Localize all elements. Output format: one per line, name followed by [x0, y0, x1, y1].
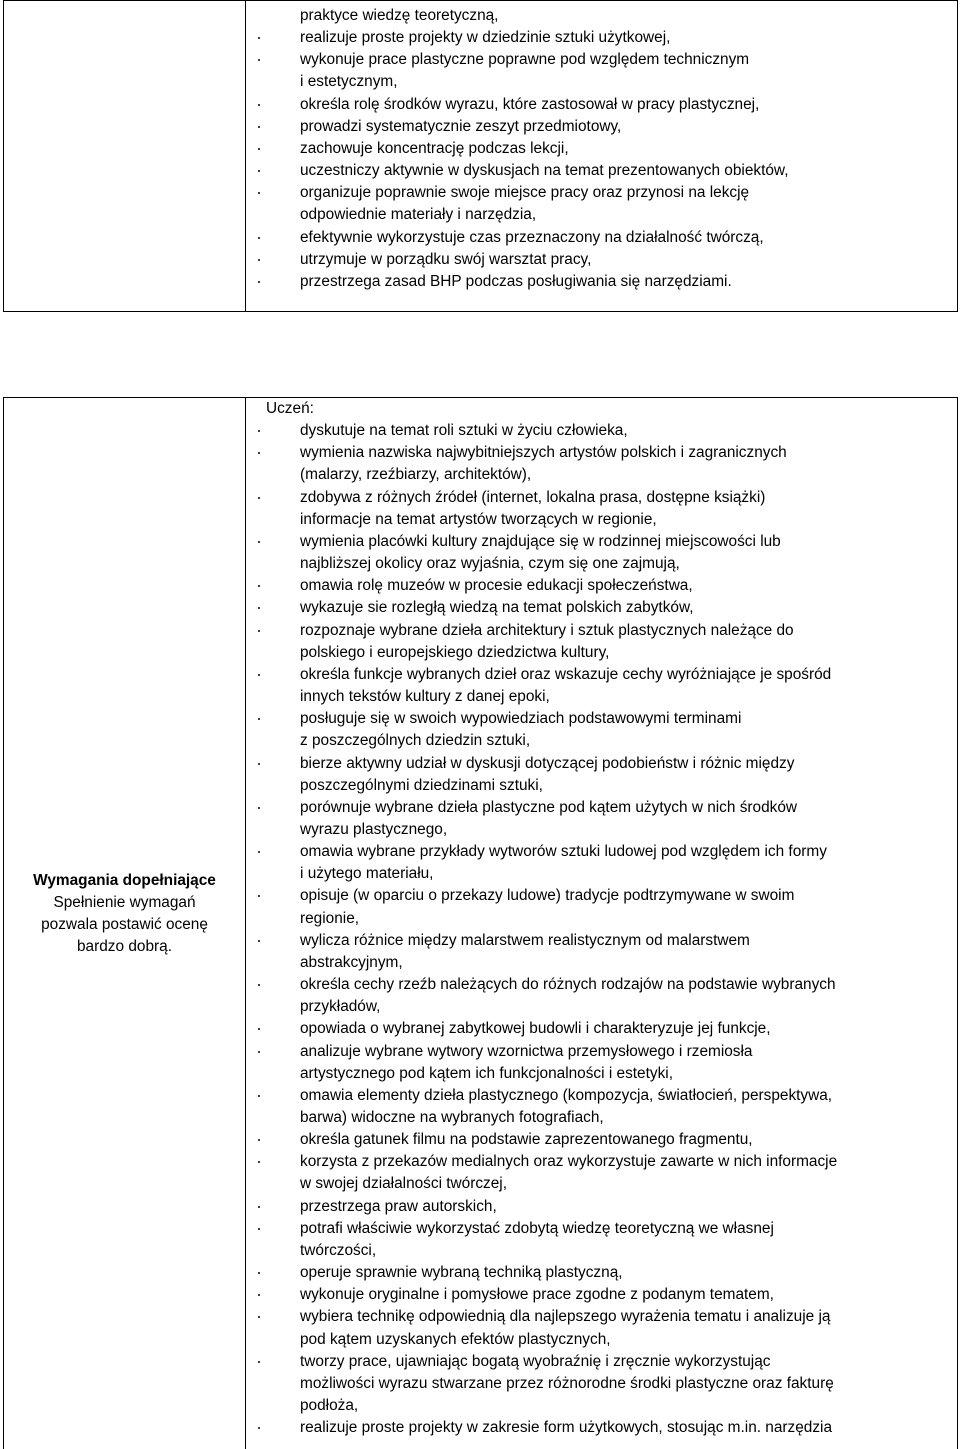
list-item-text: określa funkcje wybranych dzieł oraz wskazuje cechy wyróżniające je spośród	[300, 665, 832, 683]
list-item-text: omawia rolę muzeów w procesie edukacji społeczeństwa,	[300, 577, 693, 595]
list-item	[258, 227, 953, 249]
list-item	[258, 885, 953, 907]
bullet-icon	[258, 497, 260, 499]
list-item-text: przestrzega zasad BHP podczas posługiwania się narzędziami.	[300, 272, 732, 290]
list-item-continuation	[258, 1373, 953, 1395]
list-item-text: dyskutuje na temat roli sztuki w życiu człowieka,	[300, 422, 628, 440]
list-item-text: i estetycznym,	[300, 73, 398, 91]
list-item-text: polskiego i europejskiego dziedzictwa kultury,	[300, 643, 610, 661]
list-item	[258, 708, 953, 730]
bullet-icon	[258, 763, 260, 765]
list-item	[258, 160, 953, 182]
list-item-text: regionie,	[300, 909, 360, 927]
list-item-text: wykonuje prace plastyczne poprawne pod względem technicznym	[300, 51, 750, 69]
list-item-continuation	[258, 1107, 953, 1129]
list-item-text: wylicza różnice między malarstwem realistycznym od malarstwem	[300, 931, 750, 949]
bullet-icon	[258, 585, 260, 587]
bullet-icon	[258, 452, 260, 454]
list-item-continuation	[258, 1173, 953, 1195]
grade-description-line: bardzo dobrą.	[77, 938, 172, 955]
list-item-text: określa gatunek filmu na podstawie zaprezentowanego fragmentu,	[300, 1131, 753, 1149]
list-item	[258, 1417, 953, 1439]
grade-description	[4, 870, 245, 958]
list-item-text: tworzy prace, ujawniając bogatą wyobraźnię i zręcznie wykorzystując	[300, 1352, 771, 1370]
list-item-text: przykładów,	[300, 998, 381, 1016]
list-item	[258, 930, 953, 952]
grade-description-line: pozwala postawić ocenę	[41, 916, 208, 933]
list-item-text: omawia elementy dzieła plastycznego (kompozycja, światłocień, perspektywa,	[300, 1086, 833, 1104]
list-item-text: wymienia nazwiska najwybitniejszych artystów polskich i zagranicznych	[300, 444, 787, 462]
list-item-text: efektywnie wykorzystuje czas przeznaczony na działalność twórczą,	[300, 228, 764, 246]
bullet-icon	[258, 104, 260, 106]
list-item-text: wymienia placówki kultury znajdujące się w rodzinnej miejscowości lub	[300, 532, 781, 550]
list-item-text: w swojej działalności twórczej,	[300, 1175, 507, 1193]
requirements-table-bottom	[3, 397, 958, 1449]
list-item	[258, 753, 953, 775]
list-item-text: odpowiednie materiały i narzędzia,	[300, 206, 537, 224]
list-item	[258, 49, 953, 71]
bullet-icon	[258, 37, 260, 39]
bullet-icon	[258, 1139, 260, 1141]
list-item-text: organizuje poprawnie swoje miejsce pracy oraz przynosi na lekcję	[300, 184, 750, 202]
requirements-list-top	[246, 1, 957, 311]
list-item	[258, 974, 953, 996]
bullet-icon	[258, 430, 260, 432]
list-item-text: wykonuje oryginalne i pomysłowe prace zgodne z podanym tematem,	[300, 1286, 774, 1304]
bullet-icon	[258, 851, 260, 853]
list-item-continuation	[258, 952, 953, 974]
bullet-icon	[258, 674, 260, 676]
bullet-icon	[258, 148, 260, 150]
bullet-icon	[258, 59, 260, 61]
list-item-continuation	[258, 775, 953, 797]
list-item-text: opowiada o wybranej zabytkowej budowli i charakteryzuje jej funkcje,	[300, 1020, 771, 1038]
list-item-continuation	[258, 509, 953, 531]
bullet-icon	[258, 192, 260, 194]
bullet-icon	[258, 895, 260, 897]
student-intro: Uczeń:	[266, 400, 314, 417]
list-item-continuation	[258, 553, 953, 575]
list-item	[258, 575, 953, 597]
list-item-text: z poszczególnych dziedzin sztuki,	[300, 732, 531, 750]
list-item-text: realizuje proste projekty w zakresie form użytkowych, stosując m.in. narzędzia	[300, 1419, 833, 1437]
list-item-text: i użytego materiału,	[300, 865, 434, 883]
list-item	[258, 664, 953, 686]
list-item	[258, 1041, 953, 1063]
list-item-text: potrafi właściwie wykorzystać zdobytą wiedzę teoretyczną we własnej	[300, 1219, 774, 1237]
requirements-list-bottom	[246, 398, 957, 1449]
list-item-text: analizuje wybrane wytwory wzornictwa przemysłowego i rzemiosła	[300, 1042, 753, 1060]
list-item-text: wyrazu plastycznego,	[300, 820, 448, 838]
list-item	[258, 1129, 953, 1151]
list-item	[258, 1151, 953, 1173]
list-item-text: podłoża,	[300, 1397, 359, 1415]
list-item	[258, 1018, 953, 1040]
list-item-text: posługuje się w swoich wypowiedziach podstawowymi terminami	[300, 710, 742, 728]
requirements-table-top	[3, 0, 958, 312]
grade-description-line: Spełnienie wymagań	[53, 894, 196, 911]
list-item-continuation	[258, 819, 953, 841]
list-item-continuation	[258, 71, 953, 93]
bullet-icon	[258, 807, 260, 809]
list-item-continuation	[258, 686, 953, 708]
list-item-text: uczestniczy aktywnie w dyskusjach na temat prezentowanych obiektów,	[300, 162, 789, 180]
list-item-text: określa cechy rzeźb należących do różnych rodzajów na podstawie wybranych	[300, 976, 836, 994]
bullet-icon	[258, 237, 260, 239]
list-item-text: prowadzi systematycznie zeszyt przedmiotowy,	[300, 117, 622, 135]
grade-cell-empty	[4, 1, 246, 311]
bullet-icon	[258, 259, 260, 261]
list-item	[258, 138, 953, 160]
list-item-text: praktyce wiedzę teoretyczną,	[300, 7, 499, 24]
bullet-icon	[258, 1361, 260, 1363]
list-item-text: utrzymuje w porządku swój warsztat pracy,	[300, 250, 592, 268]
bullet-icon	[258, 718, 260, 720]
list-item-text: wykazuje sie rozległą wiedzą na temat polskich zabytków,	[300, 599, 694, 617]
list-item-continuation	[258, 1329, 953, 1351]
list-item-text: zdobywa z różnych źródeł (internet, lokalna prasa, dostępne książki)	[300, 488, 766, 506]
bullet-icon	[258, 1028, 260, 1030]
bullet-icon	[258, 541, 260, 543]
bullet-icon	[258, 1427, 260, 1429]
list-item-text: wybiera technikę odpowiednią dla najlepszego wyrażenia tematu i analizuje ją	[300, 1308, 831, 1326]
list-item	[258, 442, 953, 464]
list-item-text: możliwości wyrazu stwarzane przez różnorodne środki plastyczne oraz fakturę	[300, 1374, 834, 1392]
list-item-text: rozpoznaje wybrane dzieła architektury i sztuk plastycznych należące do	[300, 621, 794, 639]
list-item-text: przestrzega praw autorskich,	[300, 1197, 497, 1215]
bullet-icon	[258, 607, 260, 609]
list-item	[258, 271, 953, 293]
list-item-text: informacje na temat artystów tworzących w regionie,	[300, 510, 657, 528]
bullet-icon	[258, 1206, 260, 1208]
list-item-continuation	[258, 204, 953, 226]
list-item	[258, 249, 953, 271]
bullet-icon	[258, 1228, 260, 1230]
grade-title: Wymagania dopełniające	[33, 872, 216, 889]
bullet-icon	[258, 1272, 260, 1274]
list-item	[258, 531, 953, 553]
bullet-icon	[258, 940, 260, 942]
bullet-icon	[258, 984, 260, 986]
list-item-continuation	[258, 1395, 953, 1417]
list-item-continuation	[258, 863, 953, 885]
list-item-text: operuje sprawnie wybraną techniką plastyczną,	[300, 1264, 623, 1282]
list-item-continuation	[258, 1063, 953, 1085]
list-item-text: bierze aktywny udział w dyskusji dotyczącej podobieństw i różnic między	[300, 754, 795, 772]
bullet-icon	[258, 1161, 260, 1163]
list-item	[258, 841, 953, 863]
list-item-text: omawia wybrane przykłady wytworów sztuki ludowej pod względem ich formy	[300, 843, 827, 861]
list-item	[258, 116, 953, 138]
bullet-icon	[258, 1316, 260, 1318]
list-item-continuation	[258, 730, 953, 752]
bullet-icon	[258, 630, 260, 632]
list-item-text: najbliższej okolicy oraz wyjaśnia, czym się one zajmują,	[300, 555, 680, 573]
list-item-text: korzysta z przekazów medialnych oraz wykorzystuje zawarte w nich informacje	[300, 1153, 838, 1171]
bullet-icon	[258, 126, 260, 128]
list-item-text: opisuje (w oparciu o przekazy ludowe) tradycje podtrzymywane w swoim	[300, 887, 795, 905]
list-item	[258, 27, 953, 49]
list-item	[258, 420, 953, 442]
list-item-continuation	[258, 908, 953, 930]
list-item-text: barwa) widoczne na wybranych fotografiach,	[300, 1109, 604, 1126]
list-item	[258, 182, 953, 204]
bullet-icon	[258, 1095, 260, 1097]
list-item-text: poszczególnymi dziedzinami sztuki,	[300, 776, 543, 794]
list-item-text: pod kątem uzyskanych efektów plastycznych,	[300, 1330, 611, 1348]
list-item	[258, 597, 953, 619]
list-item-text: (malarzy, rzeźbiarzy, architektów),	[300, 466, 532, 484]
list-item	[258, 1196, 953, 1218]
list-item-text: artystycznego pod kątem ich funkcjonalności i estetyki,	[300, 1064, 673, 1082]
list-item-text: porównuje wybrane dzieła plastyczne pod kątem użytych w nich środków	[300, 798, 798, 816]
grade-cell	[4, 398, 246, 1449]
list-item	[258, 94, 953, 116]
list-item	[258, 1284, 953, 1306]
list-item-continuation	[258, 464, 953, 486]
list-item-text: zachowuje koncentrację podczas lekcji,	[300, 139, 569, 157]
bullet-icon	[258, 1294, 260, 1296]
list-item	[258, 620, 953, 642]
bullet-icon	[258, 170, 260, 172]
list-item-text: abstrakcyjnym,	[300, 953, 403, 971]
list-item	[258, 1218, 953, 1240]
list-item	[258, 1262, 953, 1284]
list-item	[258, 797, 953, 819]
list-item-continuation	[258, 5, 953, 27]
list-item-text: określa rolę środków wyrazu, które zastosował w pracy plastycznej,	[300, 95, 760, 113]
list-item-text: innych tekstów kultury z danej epoki,	[300, 688, 550, 706]
list-item	[258, 487, 953, 509]
list-item-text: twórczości,	[300, 1241, 377, 1259]
bullet-icon	[258, 281, 260, 283]
list-item	[258, 1085, 953, 1107]
list-item-text: realizuje proste projekty w dziedzinie sztuki użytkowej,	[300, 29, 671, 47]
list-item-continuation	[258, 996, 953, 1018]
list-item-continuation	[258, 1240, 953, 1262]
list-item	[258, 1306, 953, 1328]
list-item	[258, 1351, 953, 1373]
bullet-icon	[258, 1051, 260, 1053]
list-item-continuation	[258, 642, 953, 664]
